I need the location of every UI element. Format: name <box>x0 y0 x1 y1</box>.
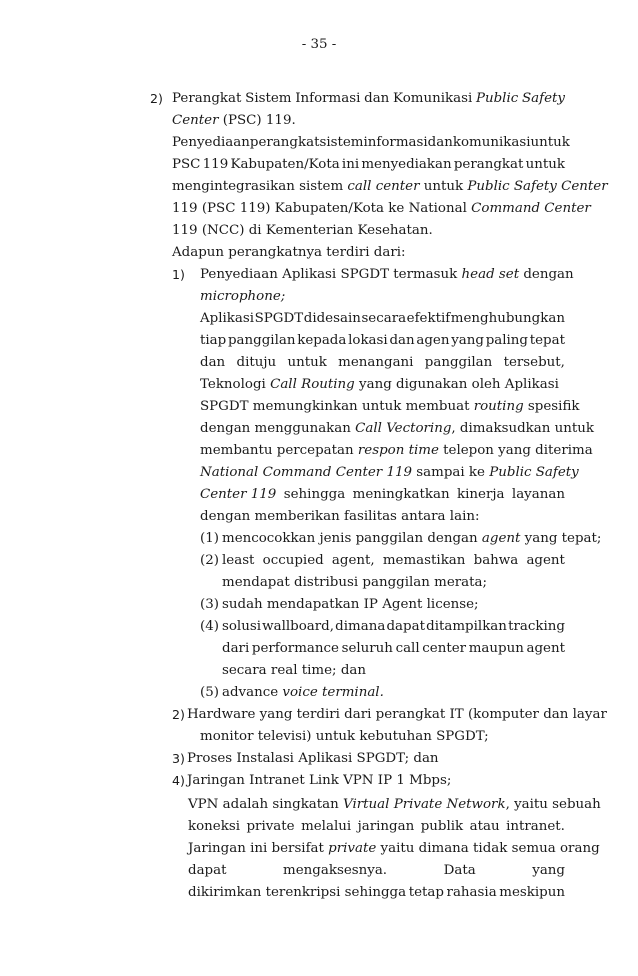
item-marker: 2) <box>172 707 185 722</box>
subitem-text: least occupied agent, memastikan bahwa agent <box>222 553 565 568</box>
paragraph-line: 119 (NCC) di Kementerian Kesehatan. <box>172 223 433 238</box>
item-title: Hardware yang terdiri dari perangkat IT (komputer dan layar <box>187 707 607 722</box>
item-title: Jaringan Intranet Link VPN IP 1 Mbps; <box>187 773 452 788</box>
paragraph-line: National Command Center 119 sampai ke Public Safety <box>200 465 579 480</box>
paragraph-line: Center 119 sehingga meningkatkan kinerja layanan <box>200 487 565 502</box>
paragraph-line: tiap panggilan kepada lokasi dan agen yang paling tepat <box>200 333 565 348</box>
paragraph-line: membantu percepatan respon time telepon yang diterima <box>200 443 593 458</box>
subitem-marker: (1) <box>200 531 219 546</box>
paragraph-line: dikirimkan terenkripsi sehingga tetap rahasia meskipun <box>188 885 565 900</box>
item-marker: 3) <box>172 751 185 766</box>
paragraph-line: Penyediaan perangkat sistem informasi dan komunikasi untuk <box>172 135 570 150</box>
page-number: - 35 - <box>301 37 337 52</box>
paragraph-line: dan dituju untuk menangani panggilan tersebut, <box>200 355 565 370</box>
item-marker: 1) <box>172 267 185 282</box>
paragraph-line: mengintegrasikan sistem call center untuk Public Safety Center <box>172 179 608 194</box>
list-intro: Adapun perangkatnya terdiri dari: <box>172 245 406 260</box>
item-marker: 4) <box>172 773 185 788</box>
section-heading-line1: Perangkat Sistem Informasi dan Komunikasi Public Safety <box>172 91 565 106</box>
paragraph-line: koneksi private melalui jaringan publik atau intranet. <box>188 819 565 834</box>
paragraph-line: Aplikasi SPGDT didesain secara efektif menghubungkan <box>200 311 565 326</box>
item-title: Penyediaan Aplikasi SPGDT termasuk head set dengan <box>200 267 574 282</box>
subitem-marker: (2) <box>200 553 219 568</box>
paragraph-line: dengan menggunakan Call Vectoring, dimaksudkan untuk <box>200 421 594 436</box>
section-heading-line2: Center (PSC) 119. <box>172 113 296 128</box>
paragraph-line: 119 (PSC 119) Kabupaten/Kota ke National Command Center <box>172 201 591 216</box>
paragraph-line: Jaringan ini bersifat private yaitu dimana tidak semua orang <box>188 841 600 856</box>
subitem-marker: (5) <box>200 685 219 700</box>
paragraph-line: dengan memberikan fasilitas antara lain: <box>200 509 480 524</box>
item-title: Proses Instalasi Aplikasi SPGDT; dan <box>187 751 439 766</box>
item-title: monitor televisi) untuk kebutuhan SPGDT; <box>200 729 489 744</box>
paragraph-line: PSC 119 Kabupaten/Kota ini menyediakan perangkat untuk <box>172 157 565 172</box>
subitem-marker: (3) <box>200 597 219 612</box>
subitem-marker: (4) <box>200 619 219 634</box>
paragraph-line: Teknologi Call Routing yang digunakan oleh Aplikasi <box>200 377 559 392</box>
item-title: microphone; <box>200 289 286 304</box>
subitem-text: solusi wallboard, dimana dapat ditampilkan tracking <box>222 619 565 634</box>
subitem-text: mendapat distribusi panggilan merata; <box>222 575 488 590</box>
section-marker: 2) <box>150 91 163 106</box>
paragraph-line: SPGDT memungkinkan untuk membuat routing spesifik <box>200 399 580 414</box>
subitem-text: advance voice terminal. <box>222 685 384 700</box>
paragraph-line: VPN adalah singkatan Virtual Private Network, yaitu sebuah <box>188 797 601 812</box>
subitem-text: sudah mendapatkan IP Agent license; <box>222 597 479 612</box>
paragraph-line: dapat mengaksesnya. Data yang <box>188 863 565 878</box>
subitem-text: dari performance seluruh call center maupun agent <box>222 641 565 656</box>
subitem-text: secara real time; dan <box>222 663 367 678</box>
subitem-text: mencocokkan jenis panggilan dengan agent yang tepat; <box>222 531 602 546</box>
